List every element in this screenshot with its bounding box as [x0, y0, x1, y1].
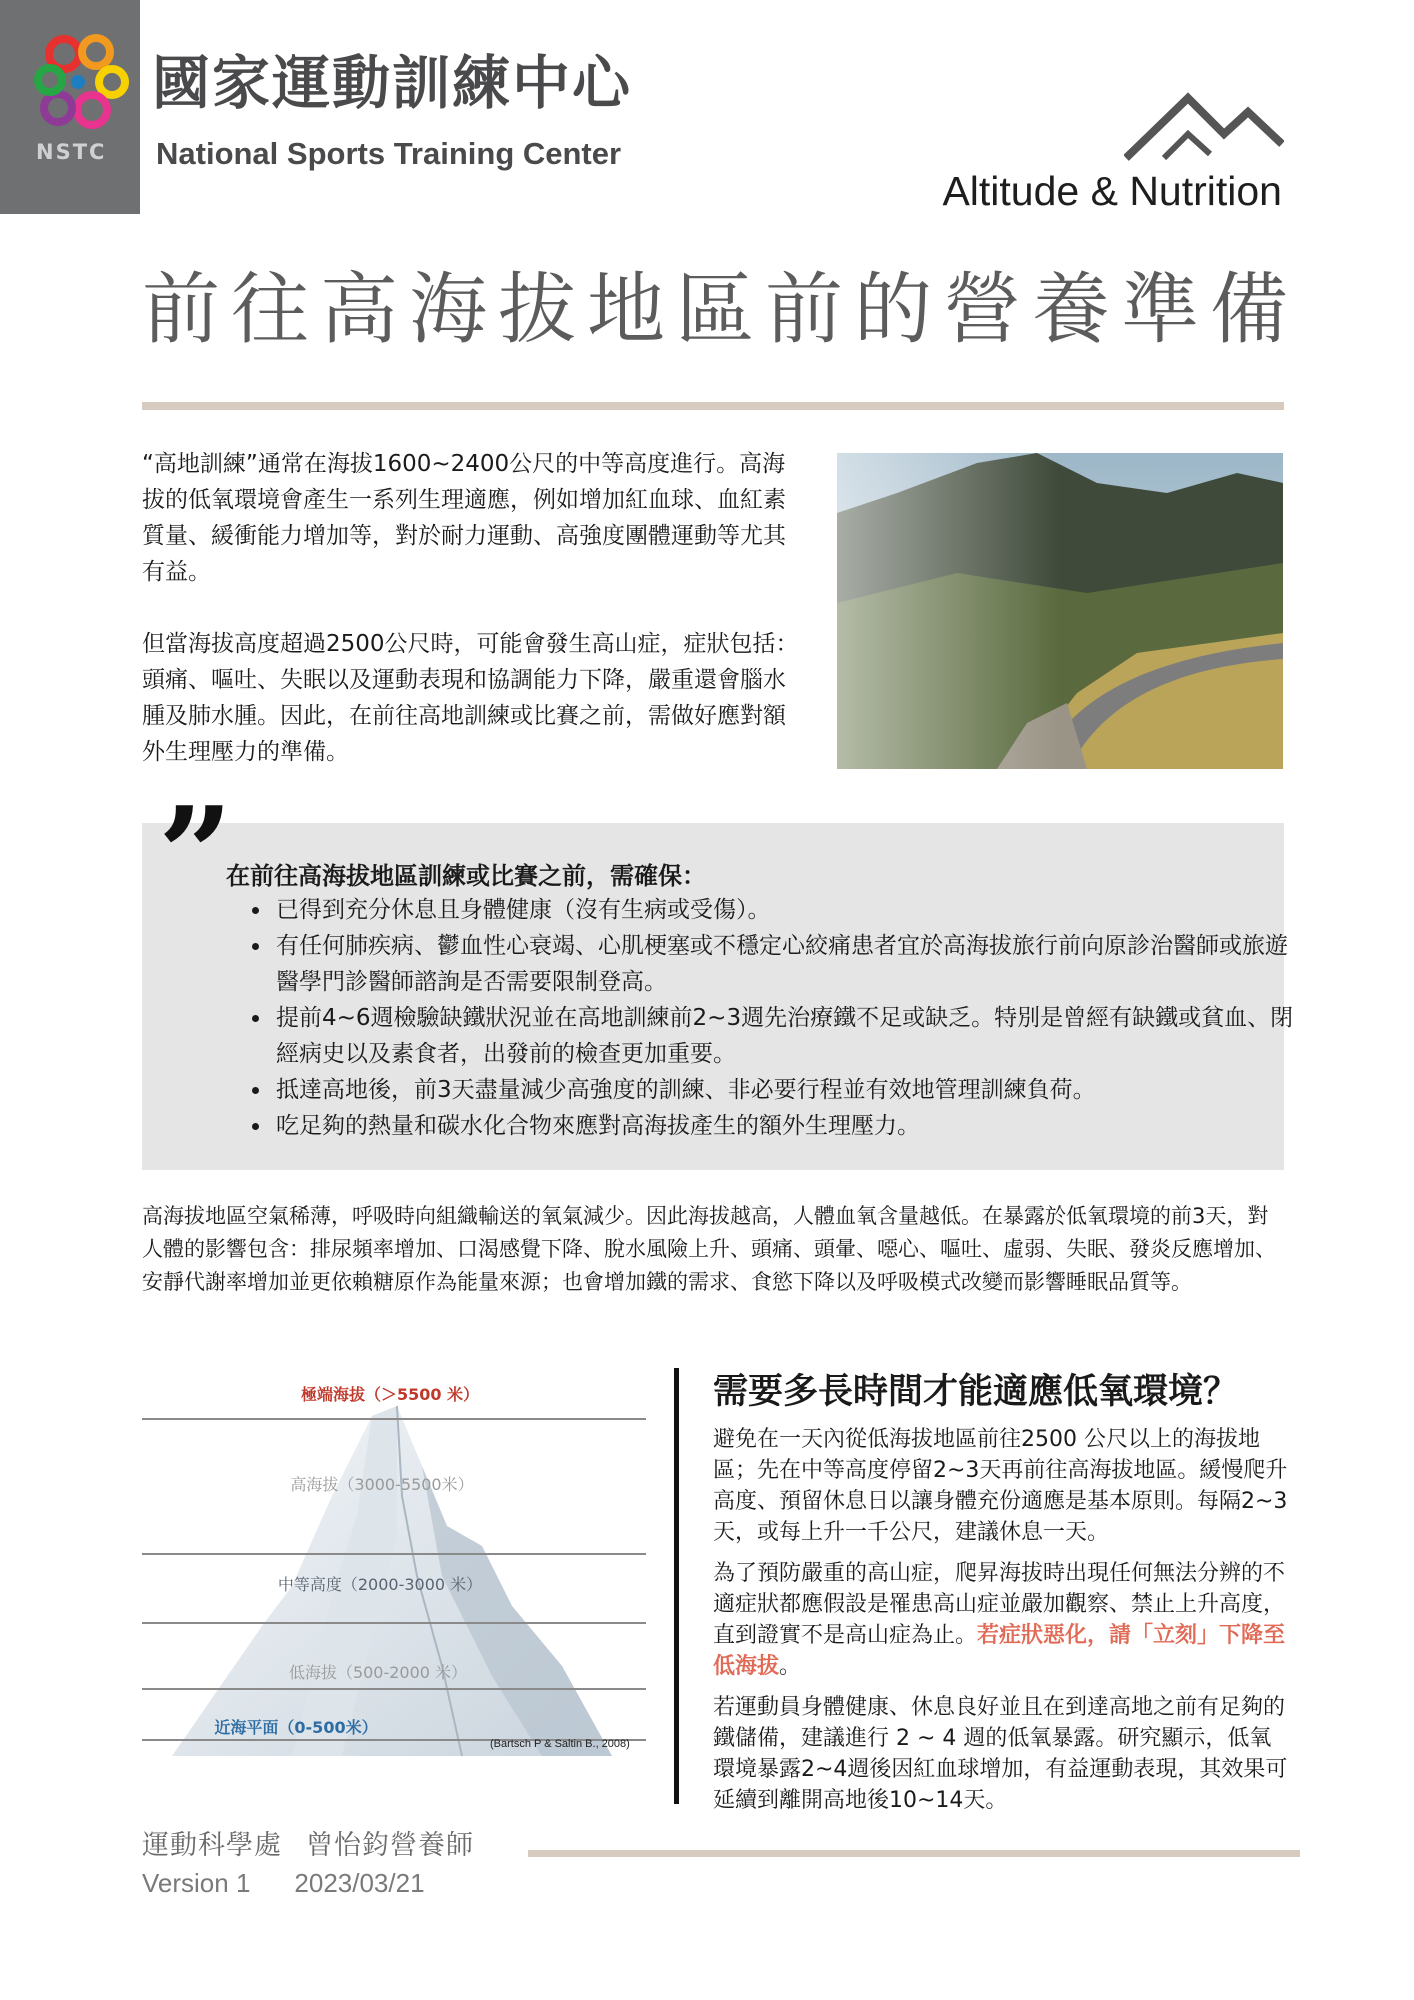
adaptation-paragraph-2-end: 。	[779, 1653, 802, 1679]
title-divider	[142, 402, 1284, 410]
intro-paragraph-1: “高地訓練”通常在海拔1600~2400公尺的中等高度進行。高海拔的低氧環境會產生一系列生理適應，例如增加紅血球、血紅素質量、緩衝能力增加等，對於耐力運動、高強度團體運動等尤其有益。	[142, 451, 786, 585]
footer-version: Version 1	[142, 1868, 251, 1898]
descend-warning: 若症狀惡化，請「立刻」下降至低海拔	[713, 1622, 1286, 1679]
adaptation-section	[713, 1370, 1291, 1826]
adaptation-heading: 需要多長時間才能適應低氧環境？	[713, 1372, 1239, 1412]
adaptation-paragraph-3: 若運動員身體健康、休息良好並且在到達高地之前有足夠的鐵儲備，建議進行 2 ~ 4 週的低氧暴露。研究顯示，低氧環境暴露2~4週後因紅血球增加，有益運動表現，其效果可延續到離開高地後10~14天。	[713, 1694, 1288, 1813]
altitude-label-sea-level: 近海平面（0-500米）	[214, 1718, 378, 1737]
intro-paragraph-2: 但當海拔高度超過2500公尺時，可能會發生高山症，症狀包括：頭痛、嘔吐、失眠以及運動表現和協調能力下降，嚴重還會腦水腫及肺水腫。因此，在前往高地訓練或比賽之前，需做好應對額外生理壓力的準備。	[142, 631, 799, 765]
checklist-item: • 提前4~6週檢驗缺鐵狀況並在高地訓練前2~3週先治療鐵不足或缺乏。特別是曾經有缺鐵或貧血、閉經病史以及素食者，出發前的檢查更加重要。	[272, 1000, 1302, 1072]
altitude-levels-diagram	[142, 1376, 646, 1768]
altitude-label-moderate: 中等高度（2000-3000 米）	[277, 1575, 483, 1594]
diagram-citation: (Bartsch P & Saltin B., 2008)	[490, 1738, 630, 1750]
mountain-road-photo	[837, 453, 1283, 769]
checklist-item: • 吃足夠的熱量和碳水化合物來應對高海拔產生的額外生理壓力。	[272, 1108, 1302, 1144]
organization-name-en: National Sports Training Center	[156, 136, 622, 171]
altitude-label-high: 高海拔（3000-5500米）	[290, 1475, 474, 1494]
footer-author-line	[142, 1823, 498, 1862]
footer-version-line	[142, 1868, 469, 1899]
header-tagline: Altitude & Nutrition	[942, 168, 1282, 214]
quote-icon: ”	[158, 778, 233, 931]
mountain-icon	[1124, 92, 1284, 162]
footer-department: 運動科學處	[142, 1830, 282, 1861]
checklist-item: • 已得到充分休息且身體健康（沒有生病或受傷）。	[272, 892, 1302, 928]
altitude-label-low: 低海拔（500-2000 米）	[288, 1663, 468, 1682]
intro-section	[142, 446, 808, 806]
checklist-heading: 在前往高海拔地區訓練或比賽之前，需確保：	[226, 862, 706, 890]
logo-abbreviation: NSTC	[36, 140, 107, 164]
adaptation-paragraph-1: 避免在一天內從低海拔地區前往2500 公尺以上的海拔地區；先在中等高度停留2~3天再前往高海拔地區。緩慢爬升高度、預留休息日以讓身體充份適應是基本原則。每隔2~3天，或每上升一千公尺，建議休息一天。	[713, 1426, 1288, 1545]
adaptation-paragraph-2	[713, 1558, 1291, 1682]
organization-name-zh: 國家運動訓練中心	[152, 49, 633, 117]
column-divider	[674, 1368, 679, 1804]
page-title: 前往高海拔地區前的營養準備	[142, 265, 1300, 355]
footer-date: 2023/03/21	[294, 1868, 425, 1898]
checklist	[232, 892, 1302, 1144]
nstc-logo-icon	[34, 32, 130, 136]
checklist-item: • 抵達高地後，前3天盡量減少高強度的訓練、非必要行程並有效地管理訓練負荷。	[272, 1072, 1302, 1108]
altitude-label-extreme: 極端海拔（＞5500 米）	[300, 1385, 480, 1404]
adaptation-paragraph-2-text: 為了預防嚴重的高山症，爬昇海拔時出現任何無法分辨的不適症狀都應假設是罹患高山症並嚴加觀察、禁止上升高度，直到證實不是高山症為止。	[713, 1560, 1286, 1648]
hypoxia-effects-paragraph: 高海拔地區空氣稀薄，呼吸時向組織輸送的氧氣減少。因此海拔越高，人體血氧含量越低。在暴露於低氧環境的前3天，對人體的影響包含：排尿頻率增加、口渴感覺下降、脫水風險上升、頭痛、頭暈、噁心、嘔吐、虛弱、失眠、發炎反應增加、安靜代謝率增加並更依賴糖原作為能量來源；也會增加鐵的需求、食慾下降以及呼吸模式改變而影響睡眠品質等。	[142, 1204, 1276, 1294]
checklist-item: • 有任何肺疾病、鬱血性心衰竭、心肌梗塞或不穩定心絞痛患者宜於高海拔旅行前向原診治醫師或旅遊醫學門診醫師諮詢是否需要限制登高。	[272, 928, 1302, 1000]
footer-divider	[528, 1850, 1300, 1857]
footer-author: 曾怡鈞營養師	[306, 1830, 474, 1861]
